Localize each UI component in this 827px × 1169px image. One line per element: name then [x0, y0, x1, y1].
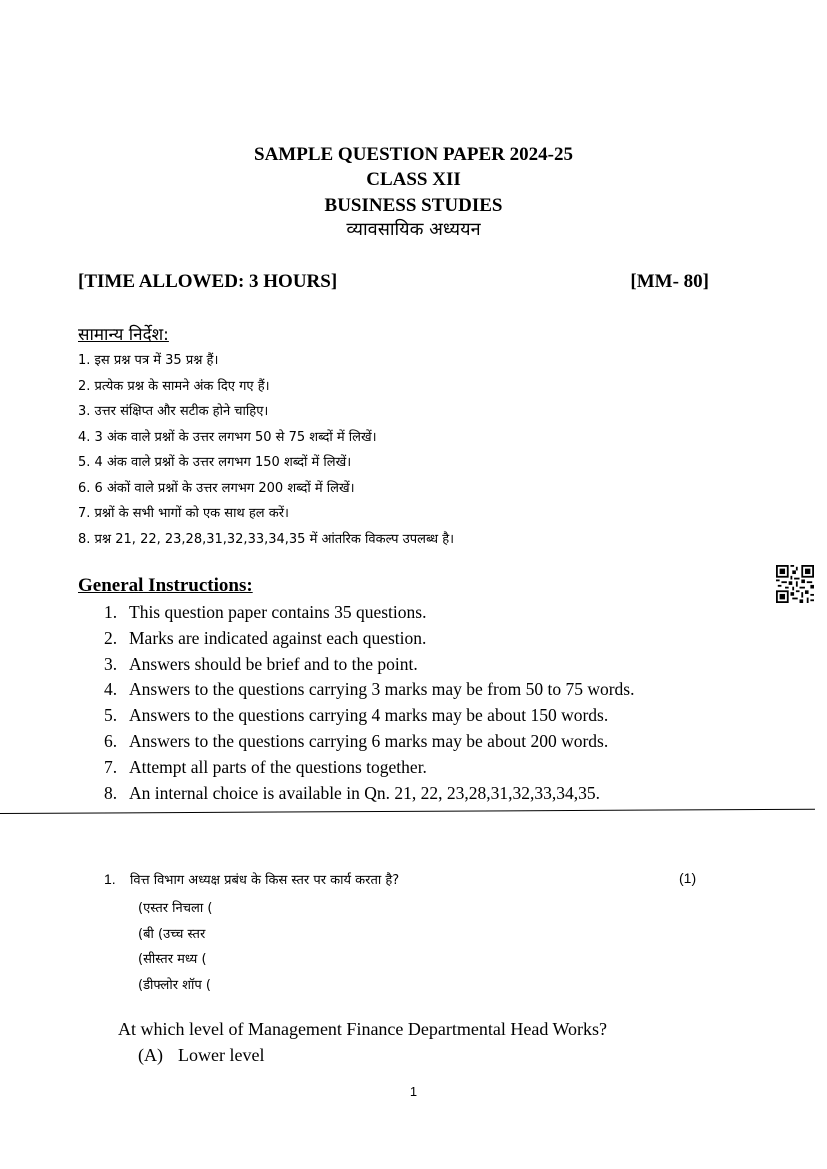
- instruction-text: Answers to the questions carrying 4 marks may be about 150 words.: [129, 705, 609, 726]
- hindi-option: (डीफ्लोर शॉप (: [138, 977, 211, 993]
- max-marks: [MM- 80]: [630, 271, 709, 292]
- instruction-number: 3.: [104, 653, 118, 674]
- instruction-number: 2.: [104, 627, 118, 648]
- hindi-instruction-item: 1. इस प्रश्न पत्र में 35 प्रश्न हैं।: [78, 353, 219, 368]
- hindi-instructions-heading: सामान्य निर्देश:: [78, 325, 169, 345]
- instruction-text: Attempt all parts of the questions together.: [129, 756, 427, 777]
- instruction-number: 6.: [104, 730, 118, 751]
- instruction-text: Answers to the questions carrying 3 marks may be from 50 to 75 words.: [129, 679, 635, 700]
- hindi-instruction-item: 4. 3 अंक वाले प्रश्नों के उत्तर लगभग 50 से 75 शब्दों में लिखें।: [78, 429, 377, 445]
- question-text-hindi: वित्त विभाग अध्यक्ष प्रबंध के किस स्तर पर कार्य करता है?: [130, 873, 400, 888]
- question-1-hindi: [104, 870, 399, 888]
- hindi-option: (एस्तर निचला (: [138, 901, 213, 916]
- english-option: [138, 1045, 264, 1066]
- general-instructions-list: [104, 600, 634, 806]
- hindi-options-list: [138, 896, 212, 998]
- instruction-number: 4.: [104, 679, 118, 700]
- instruction-text: This question paper contains 35 questions.: [129, 602, 427, 622]
- instruction-number: 8.: [104, 782, 118, 803]
- instruction-item: [104, 729, 634, 755]
- hindi-instruction-item: 8. प्रश्न 21, 22, 23,28,31,32,33,34,35 में आंतरिक विकल्प उपलब्ध है।: [78, 531, 455, 547]
- instruction-text: Answers to the questions carrying 6 marks may be about 200 words.: [129, 730, 609, 751]
- hindi-instruction-item: 6. 6 अंकों वाले प्रश्नों के उत्तर लगभग 200 शब्दों में लिखें।: [78, 480, 355, 496]
- instruction-text: An internal choice is available in Qn. 21, 22, 23,28,31,32,33,34,35.: [129, 782, 600, 803]
- instruction-item: [104, 626, 634, 652]
- paper-title: SAMPLE QUESTION PAPER 2024-25: [254, 144, 573, 165]
- subject-label-hindi: व्यावसायिक अध्ययन: [346, 219, 481, 240]
- instruction-text: Answers should be brief and to the point.: [129, 653, 418, 674]
- hindi-option: (सीस्तर मध्य (: [138, 952, 207, 967]
- instruction-text: Marks are indicated against each question.: [129, 627, 427, 648]
- time-allowed: [TIME ALLOWED: 3 HOURS]: [78, 271, 338, 292]
- instruction-item: [104, 781, 634, 807]
- general-instructions-heading: General Instructions:: [78, 575, 253, 596]
- option-text: Lower level: [178, 1045, 265, 1065]
- instruction-item: [104, 652, 634, 678]
- subject-label: BUSINESS STUDIES: [324, 195, 503, 216]
- instruction-number: 7.: [104, 756, 118, 777]
- hindi-option: (बी (उच्च स्तर: [138, 926, 206, 942]
- qr-code-icon: [776, 565, 814, 603]
- instruction-number: 1.: [104, 602, 118, 622]
- hindi-instruction-item: 2. प्रत्येक प्रश्न के सामने अंक दिए गए हैं।: [78, 378, 270, 394]
- question-number: 1.: [104, 871, 116, 887]
- hindi-instruction-item: 3. उत्तर संक्षिप्त और सटीक होने चाहिए।: [78, 404, 269, 419]
- instruction-item: [104, 755, 634, 781]
- hindi-instruction-item: 5. 4 अंक वाले प्रश्नों के उत्तर लगभग 150 शब्दों में लिखें।: [78, 455, 352, 470]
- page-number: 1: [409, 1084, 418, 1099]
- section-divider: [0, 809, 815, 814]
- instruction-item: [104, 677, 634, 703]
- question-text-english: At which level of Management Finance Departmental Head Works?: [118, 1019, 608, 1039]
- instruction-number: 5.: [104, 705, 118, 726]
- hindi-instruction-item: 7. प्रश्नों के सभी भागों को एक साथ हल करें।: [78, 506, 289, 521]
- instruction-item: [104, 703, 634, 729]
- option-label: (A): [138, 1045, 163, 1065]
- hindi-instructions-list: [78, 348, 454, 552]
- question-marks: (1): [679, 870, 697, 886]
- class-label: CLASS XII: [366, 169, 461, 190]
- instruction-item: [104, 600, 634, 626]
